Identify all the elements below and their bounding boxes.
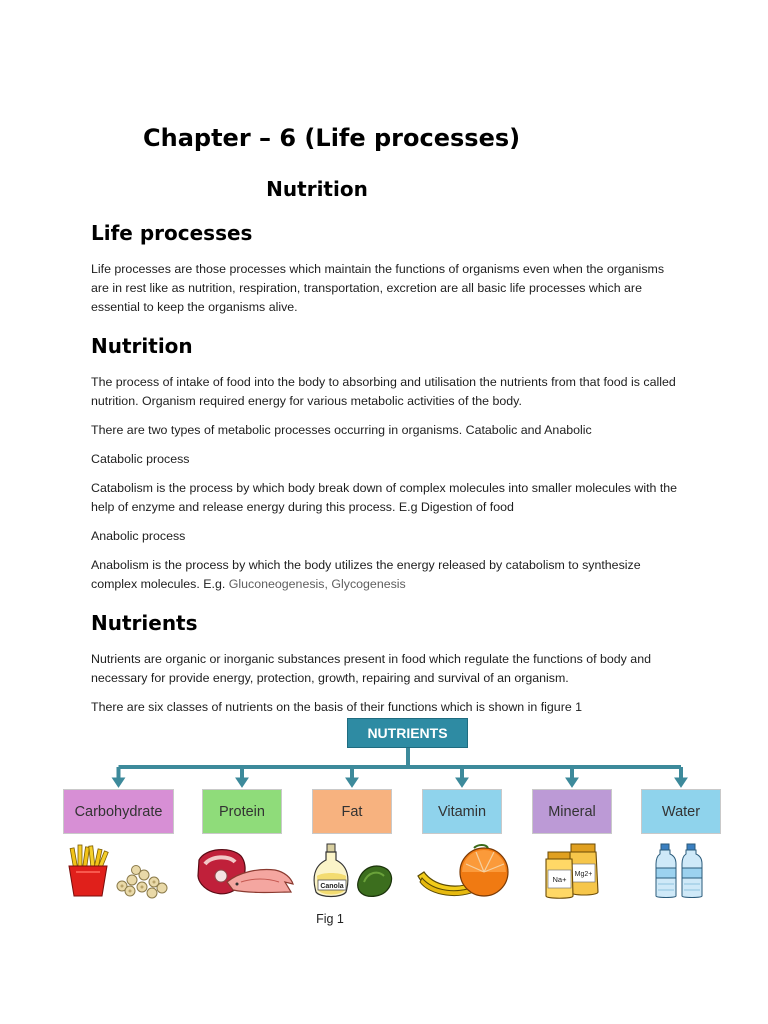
paragraph: Life processes are those processes which maintain the functions of organisms even when the organisms are in rest like as nutrition, respiration, transportation, excretion are all basic life processes which are essential to keep the organisms alive. (91, 262, 665, 314)
nutrients-root-box: NUTRIENTS (347, 718, 468, 748)
paragraph: There are six classes of nutrients on the basis of their functions which is shown in figure 1 (91, 700, 583, 714)
paragraph: Catabolism is the process by which body break down of complex molecules into smaller molecules with the help of enzyme and release energy during this process. E.g Digestion of food (91, 481, 678, 514)
nutrient-box-carbohydrate: Carbohydrate (63, 789, 174, 834)
paragraph: The process of intake of food into the body to absorbing and utilisation the nutrients from that food is called nutrition. Organism required energy for various metabolic activities of the body. (91, 375, 676, 408)
page-subtitle-text: Nutrition (266, 177, 368, 201)
connector-arrowhead (346, 778, 358, 787)
banana-and-orange-icon (416, 842, 514, 900)
chapter-title: Chapter – 6 (Life processes) (143, 124, 521, 152)
nutrient-box-water: Water (641, 789, 721, 834)
nutrient-box-protein: Protein (202, 789, 282, 834)
canola-label: Canola (320, 883, 344, 890)
nutrient-box-vitamin: Vitamin (422, 789, 502, 834)
paragraph: There are two types of metabolic processes occurring in organisms. Catabolic and Anabolic (91, 423, 592, 437)
nutrient-box-fat: Fat (312, 789, 392, 834)
section-heading: Nutrients (91, 611, 198, 635)
anabolic-examples: Gluconeogenesis, Glycogenesis (228, 577, 406, 591)
nutrient-box-mineral: Mineral (532, 789, 612, 834)
meat-and-fish-icon (193, 842, 298, 900)
jar-label-na: Na+ (552, 875, 567, 884)
catabolic-label: Catabolic process (91, 452, 190, 466)
jar-label-mg: Mg2+ (574, 871, 593, 878)
anabolic-text: Anabolism is the process by which the body utilizes the energy released by catabolism to synthesize complex molecules. E.g. (91, 558, 641, 591)
connector-arrowhead (113, 778, 125, 787)
connector-arrowhead (456, 778, 468, 787)
connector-arrowhead (675, 778, 687, 787)
connector-arrowhead (236, 778, 248, 787)
paragraph: Nutrients are organic or inorganic substances present in food which regulate the functions of body and necessary for provide energy, protection, growth, repairing and survival of an organism. (91, 652, 651, 685)
figure-caption: Fig 1 (316, 912, 344, 926)
connector-arrowhead (566, 778, 578, 787)
water-bottles-icon (655, 842, 707, 900)
anabolic-label: Anabolic process (91, 529, 186, 543)
fries-and-nuts-icon (66, 842, 178, 900)
section-heading: Life processes (91, 221, 253, 245)
oil-and-avocado-icon (312, 842, 396, 900)
section-heading: Nutrition (91, 334, 193, 358)
mineral-jars-icon (543, 842, 603, 900)
